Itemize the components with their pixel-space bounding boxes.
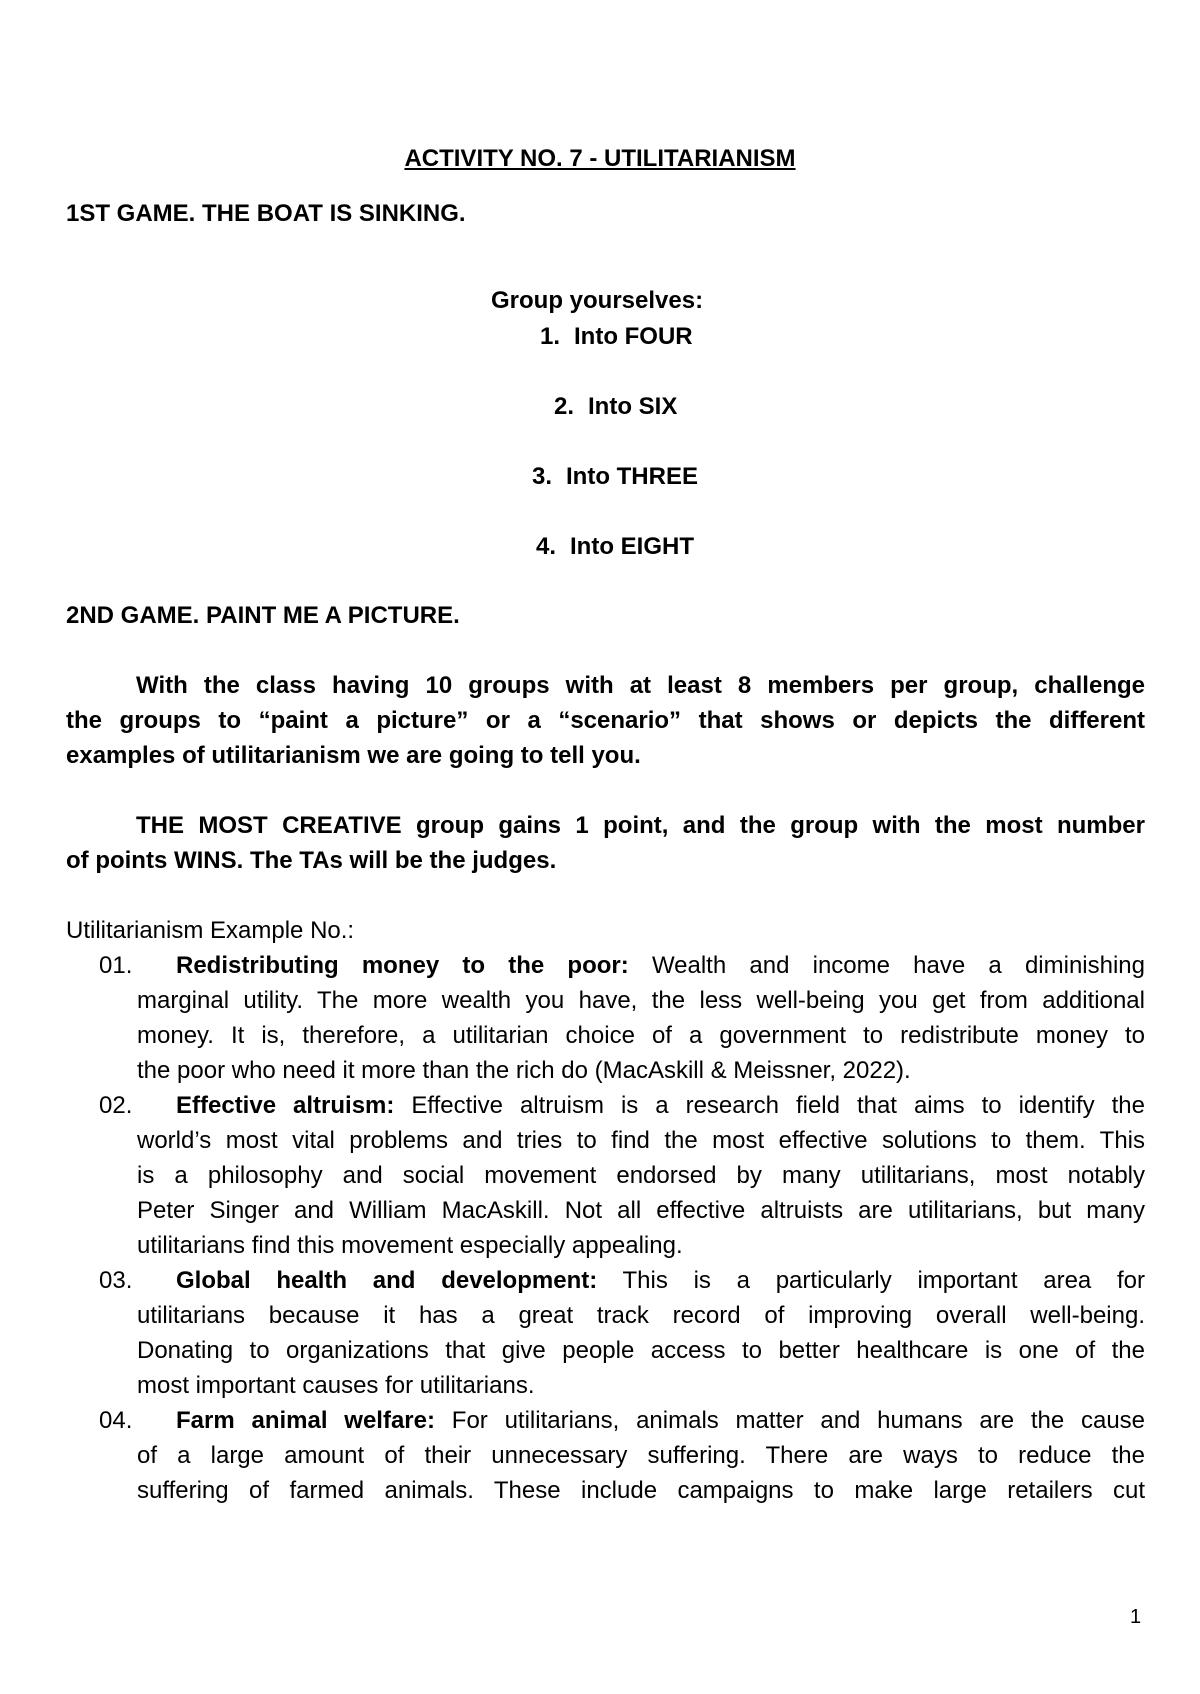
group-label: Group yourselves:	[491, 287, 704, 314]
example-text: Wealth and income have a diminishing	[651, 952, 1145, 979]
example-number: 02.	[99, 1092, 133, 1119]
example-line: is a philosophy and social movement endorsed by many utilitarians, most notably	[137, 1162, 1145, 1189]
example-term: Global health and development:	[176, 1267, 598, 1294]
example-line: utilitarians because it has a great track record of improving overall well-being.	[137, 1302, 1145, 1329]
group-item-text: Into THREE	[566, 463, 698, 490]
game2-rules-line: of points WINS. The TAs will be the judges.	[66, 847, 557, 874]
game2-paragraph-line: the groups to “paint a picture” or a “scenario” that shows or depicts the different	[66, 707, 1145, 734]
example-number: 01.	[99, 952, 133, 979]
game2-rules-line: THE MOST CREATIVE group gains 1 point, and the group with the most number	[136, 812, 1145, 839]
page-number: 1	[1130, 1606, 1142, 1628]
example-line: Peter Singer and William MacAskill. Not all effective altruists are utilitarians, but many	[137, 1197, 1145, 1224]
example-term: Farm animal welfare:	[176, 1407, 435, 1434]
example-line: suffering of farmed animals. These include campaigns to make large retailers cut	[137, 1477, 1145, 1504]
game1-heading: 1ST GAME. THE BOAT IS SINKING.	[66, 200, 466, 227]
example-line: utilitarians find this movement especially appealing.	[137, 1232, 683, 1259]
example-line: most important causes for utilitarians.	[137, 1372, 535, 1399]
example-first-line	[176, 1267, 1145, 1295]
example-number: 03.	[99, 1267, 133, 1294]
group-item-text: Into FOUR	[574, 323, 693, 350]
group-item-num: 2.	[554, 393, 575, 420]
group-item-text: Into EIGHT	[570, 533, 694, 560]
game2-heading: 2ND GAME. PAINT ME A PICTURE.	[66, 602, 460, 629]
game2-paragraph-line: With the class having 10 groups with at least 8 members per group, challenge	[136, 672, 1145, 699]
example-line: world’s most vital problems and tries to find the most effective solutions to them. This	[137, 1127, 1145, 1154]
example-line: Donating to organizations that give people access to better healthcare is one of the	[137, 1337, 1145, 1364]
game2-paragraph-line: examples of utilitarianism we are going to tell you.	[66, 742, 641, 769]
group-item-text: Into SIX	[588, 393, 678, 420]
group-item-num: 3.	[532, 463, 553, 490]
example-line: the poor who need it more than the rich do (MacAskill & Meissner, 2022).	[137, 1057, 911, 1084]
group-item-num: 4.	[536, 533, 557, 560]
example-text: Effective altruism is a research field that aims to identify the	[411, 1092, 1145, 1119]
example-first-line	[176, 952, 1145, 980]
example-first-line	[176, 1092, 1145, 1120]
example-term: Effective altruism:	[176, 1092, 395, 1119]
examples-label: Utilitarianism Example No.:	[66, 917, 355, 944]
example-first-line	[176, 1407, 1145, 1435]
example-text: For utilitarians, animals matter and humans are the cause	[451, 1407, 1146, 1434]
example-term: Redistributing money to the poor:	[176, 952, 629, 979]
example-line: of a large amount of their unnecessary suffering. There are ways to reduce the	[137, 1442, 1145, 1469]
example-line: money. It is, therefore, a utilitarian choice of a government to redistribute money to	[137, 1022, 1145, 1049]
example-text: This is a particularly important area for	[622, 1267, 1146, 1294]
example-line: marginal utility. The more wealth you have, the less well-being you get from additional	[137, 987, 1145, 1014]
page-title: ACTIVITY NO. 7 - UTILITARIANISM	[404, 145, 796, 172]
group-item-num: 1.	[540, 323, 561, 350]
example-number: 04.	[99, 1407, 133, 1434]
